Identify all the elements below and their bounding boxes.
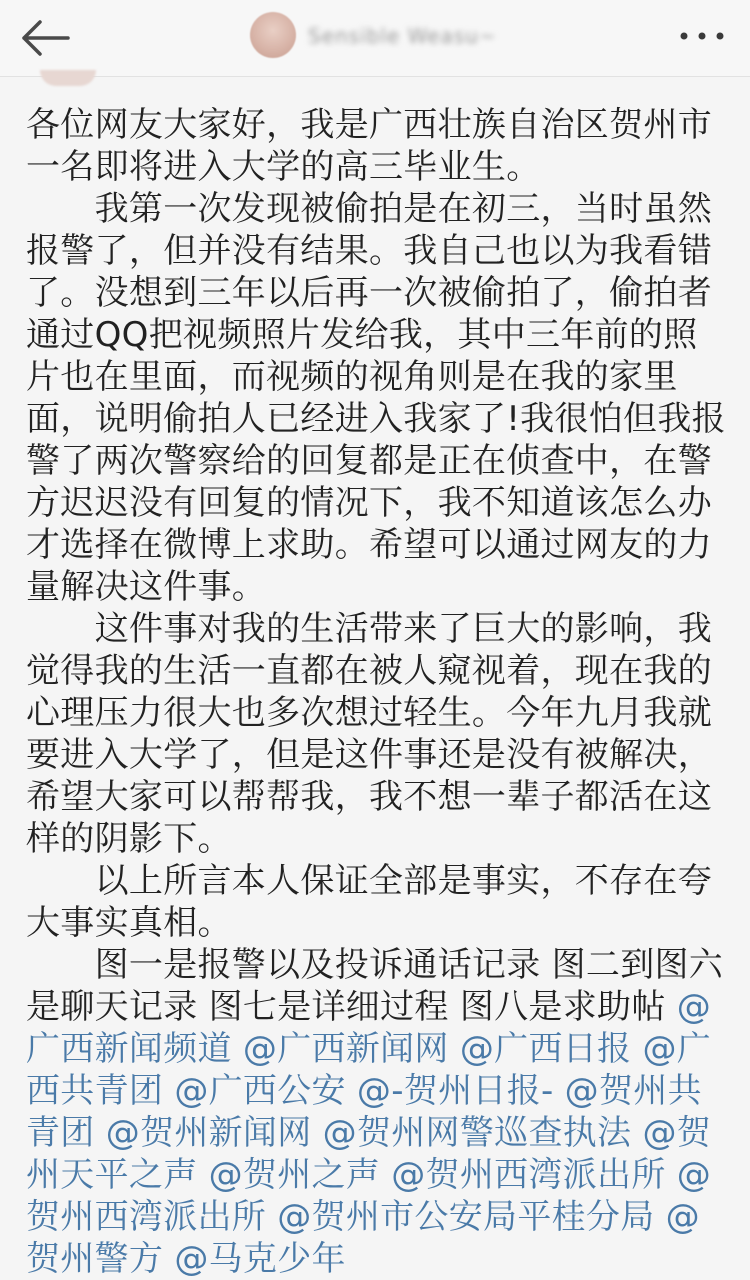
mention-link[interactable]: @贺州网警巡查执法 <box>322 1113 632 1153</box>
mention-link[interactable]: @贺州共青团 <box>26 1071 702 1153</box>
mention-list <box>26 987 711 1279</box>
post-paragraph-text: 图一是报警以及投诉通话记录 图二到图六是聊天记录 图七是详细过程 图八是求助帖 <box>26 945 724 1027</box>
username[interactable]: Sensible Weasu~ <box>308 24 497 48</box>
post-paragraph: 这件事对我的生活带来了巨大的影响，我觉得我的生活一直都在被人窥视着，现在我的心理压力很大也多次想过轻生。今年九月我就要进入大学了，但是这件事还是没有被解决，希望大家可以帮帮我，我不想一辈子都活在这样的阴影下。 <box>26 609 712 859</box>
mention-link[interactable]: @贺州新闻网 <box>105 1113 312 1153</box>
more-dots-icon <box>678 30 726 42</box>
mention-link[interactable]: @广西日报 <box>459 1029 632 1069</box>
mention-link[interactable]: @贺州西湾派出所 <box>391 1155 666 1195</box>
back-button[interactable] <box>14 12 76 64</box>
mention-link[interactable]: @广西新闻网 <box>242 1029 449 1069</box>
mention-link[interactable]: @贺州西湾派出所 <box>26 1155 712 1237</box>
top-navigation-bar <box>0 0 750 77</box>
mention-link[interactable]: @-贺州日报- <box>356 1071 554 1111</box>
mention-link[interactable]: @贺州之声 <box>208 1155 381 1195</box>
mention-link[interactable]: @广西新闻频道 <box>26 987 712 1069</box>
post-paragraph-mentions <box>26 944 726 1280</box>
post-body <box>26 104 726 1280</box>
mention-link[interactable]: @广西公安 <box>174 1071 346 1111</box>
post-paragraph: 各位网友大家好，我是广西壮族自治区贺州市一名即将进入大学的高三毕业生。 <box>26 105 712 187</box>
mention-link[interactable]: @马克少年 <box>174 1239 346 1279</box>
back-arrow-icon <box>18 18 72 58</box>
more-options-button[interactable] <box>672 14 732 58</box>
mention-link[interactable]: @广西共青团 <box>26 1029 712 1111</box>
avatar[interactable] <box>250 12 296 58</box>
post-paragraph: 我第一次发现被偷拍是在初三，当时虽然报警了，但并没有结果。我自己也以为我看错了。没想到三年以后再一次被偷拍了，偷拍者通过QQ把视频照片发给我，其中三年前的照片也在里面，而视频的视角则是在我的家里面，说明偷拍人已经进入我家了!我很怕但我报警了两次警察给的回复都是正在侦查中，在警方迟迟没有回复的情况下，我不知道该怎么办才选择在微博上求助。希望可以通过网友的力量解决这件事。 <box>26 189 726 607</box>
mention-link[interactable]: @贺州警方 <box>26 1197 700 1279</box>
partial-avatar <box>40 70 96 86</box>
mention-link[interactable]: @贺州市公安局平桂分局 <box>277 1197 655 1237</box>
mention-link[interactable]: @贺州天平之声 <box>26 1113 712 1195</box>
post-paragraph: 以上所言本人保证全部是事实，不存在夸大事实真相。 <box>26 861 712 943</box>
